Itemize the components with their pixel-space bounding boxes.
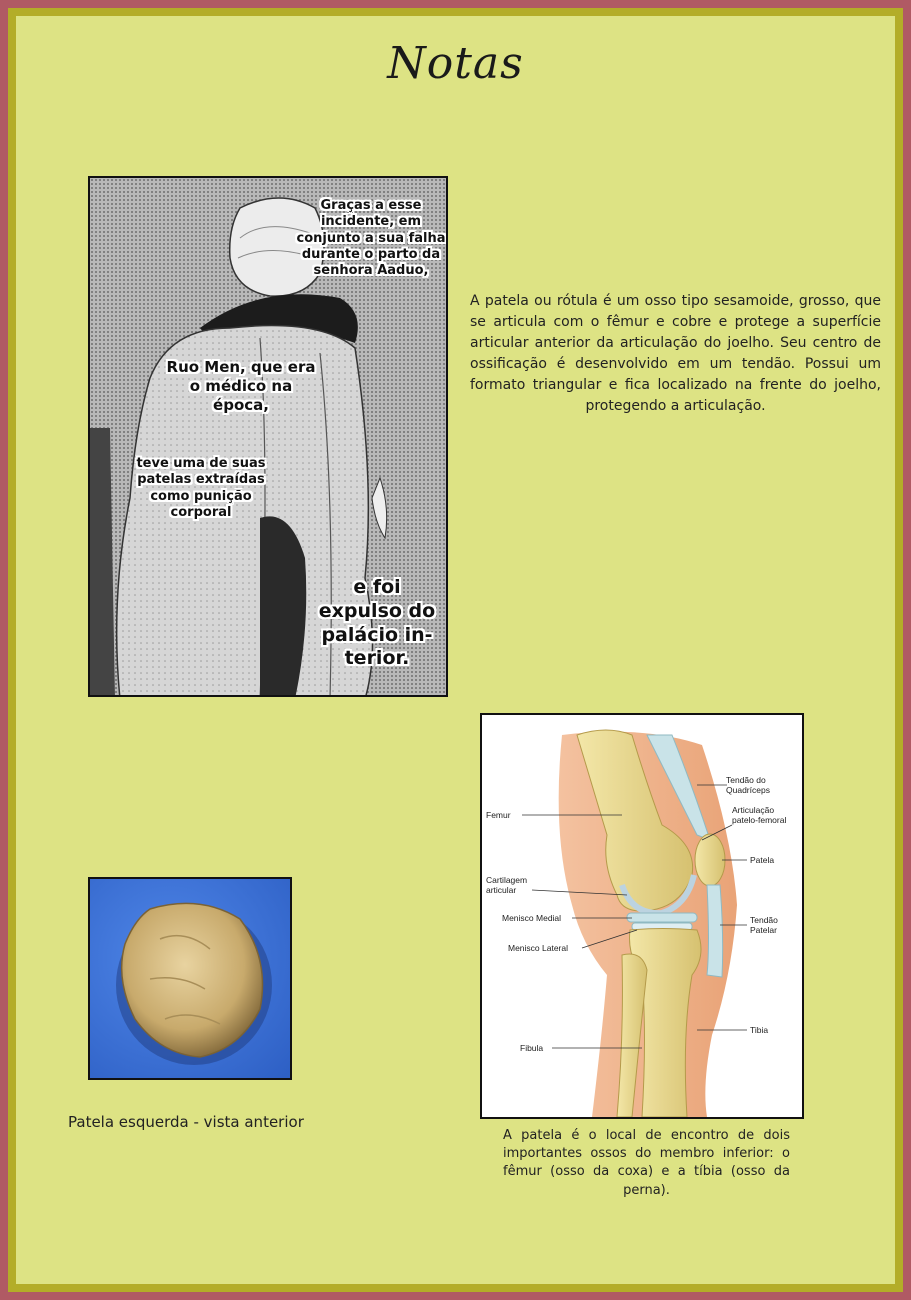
speech-bubble-4: e foi expulso do palácio in-terior. (318, 576, 436, 670)
page-title: Notas (387, 38, 524, 89)
patella-description: A patela ou rótula é um osso tipo sesamoide, grosso, que se articula com o fêmur e cobre e protege a superfície articular anterior da articulação do joelho. Seu centro de ossificação é desenvolvido em um tendão. Possui um formato triangular e fica localizado na frente do joelho, protegendo a articulação. (470, 293, 881, 414)
label-patellofemoral-joint: Articulação patelo-femoral (732, 805, 787, 826)
speech-bubble-3: teve uma de suas patelas extraídas como punição corporal (136, 456, 266, 520)
manga-panel (88, 176, 448, 697)
label-tibia: Tibia (750, 1025, 769, 1035)
photo-caption: Patela esquerda - vista anterior (68, 1113, 304, 1131)
label-lateral-meniscus: Menisco Lateral (508, 943, 569, 953)
label-patellar-tendon: Tendão Patelar (750, 915, 778, 936)
diagram-caption: A patela é o local de encontro de dois importantes ossos do membro inferior: o fêmur (osso da coxa) e a tíbia (osso da perna). (503, 1128, 790, 1198)
label-quadriceps-tendon: Tendão do Quadríceps (726, 775, 770, 796)
label-patella: Patela (750, 855, 775, 865)
speech-bubble-1: Graças a esse incidente, em conjunto a sua falha durante o parto da senhora Aaduo, (296, 198, 446, 278)
label-fibula: Fibula (520, 1043, 544, 1053)
patella-photo (88, 877, 292, 1080)
patella-bone-image (90, 879, 290, 1078)
label-articular-cartilage: Cartilagem articular (486, 875, 528, 896)
label-medial-meniscus: Menisco Medial (502, 913, 562, 923)
knee-diagram (480, 713, 804, 1119)
speech-bubble-2: Ruo Men, que era o médico na época, (166, 358, 316, 414)
label-femur: Femur (486, 810, 511, 820)
